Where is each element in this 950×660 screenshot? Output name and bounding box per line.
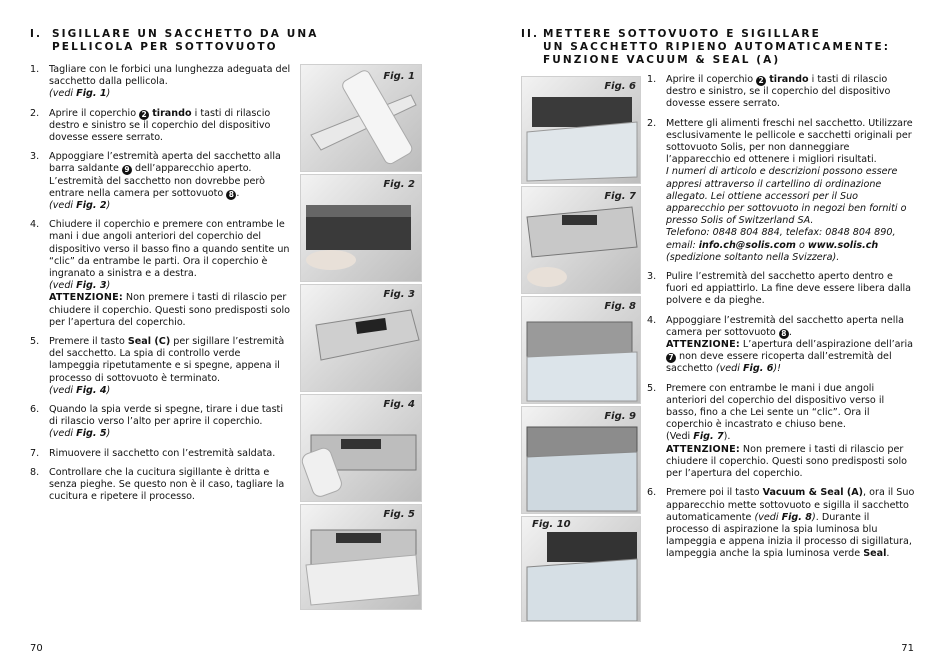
list-item: 2. Aprire il coperchio 2 tirando i tasti di rilascio destro e sinistro se il coperchio del dispositivo dovesse essere serrato. [30,107,271,144]
list-item: 4. Chiudere il coperchio e premere con entrambe le mani i due angoli anteriori del coperchio del dispositivo verso il basso fino a quando sentite un “clic” da entrambe le parti. Ora il coperchio è ingranato a sinistra e a destra. (vedi Fig. 3) ATTENZIONE: Non premere i tasti di rilascio per chiudere il coperchio. Questi sono predisposti solo per l’apertura del coperchio. [30,219,291,328]
figure-caption: Fig. 5 [383,509,415,520]
figure-photo [300,174,422,282]
figure-caption: Fig. 4 [383,399,415,410]
badge-2: 2 [139,110,149,120]
list-item: 1. Aprire il coperchio 2 tirando i tasti di rilascio destro e sinistro, se il coperchio del dispositivo dovesse essere serrato. [647,74,891,110]
right-page [475,0,950,660]
instruction-list-left [30,64,292,511]
list-item: 5. Premere con entrambe le mani i due angoli anteriori del coperchio del dispositivo verso il basso, fino a che Lei sente un “clic”. Ora il coperchio è incastrato e chiuso bene. (Vedi Fig. 7). ATTENZIONE: Non premere i tasti di rilascio per chiudere il coperchio. Questi sono predisposti solo per l’apertura del coperchio. [647,382,908,480]
figure-caption: Fig. 6 [604,81,636,92]
figure-photo [521,186,641,294]
figure-photo [300,394,422,502]
figure-caption: Fig. 1 [383,71,415,82]
figure-caption: Fig. 8 [604,301,636,312]
figure-caption: Fig. 10 [532,519,571,530]
figure-photo [300,504,422,610]
figure-photo [521,76,641,184]
figure-caption: Fig. 2 [383,179,415,190]
list-item: 4. Appoggiare l’estremità del sacchetto aperta nella camera per sottovuoto 8 . ATTENZIONE: L’apertura dell’aspirazione dell’aria 7 non deve essere ricoperta dall’estremità del sacchetto (vedi Fig. 6)! [647,314,914,375]
instruction-list-right [647,74,915,568]
figure-photo [300,64,422,172]
page-number: 71 [901,643,914,654]
list-item: 6. Quando la spia verde si spegne, tirare i due tasti di rilascio verso l’alto per aprire il coperchio. (vedi Fig. 5) [30,404,283,440]
list-item: 3. Pulire l’estremità del sacchetto aperto dentro e fuori ed appiattirlo. La fine deve essere libera dalla polvere e da pieghe. [647,271,912,307]
list-item: 2. Mettere gli alimenti freschi nel sacchetto. Utilizzare esclusivamente le pellicole e sacchetti originali per sottovuoto Solis, per non danneggiare l’apparecchio ed ottenere i migliori risultati. I numeri di articolo e descrizioni possono essere appresi attraverso il cartellino di ordinazione allegato. Lei ottiene accessori per il Suo apparecchio per sottovuoto in negozi ben forniti o presso Solis of Switzerland SA. Telefono: 0848 804 884, telefax: 0848 804 890, email: info.ch@solis.com o www.solis.ch (spedizione soltanto nella Svizzera). [647,117,913,263]
figure-caption: Fig. 3 [383,289,415,300]
list-item: 8. Controllare che la cucitura sigillante è dritta e senza pieghe. Se questo non è il caso, tagliare la cucitura e ripetere il processo. [30,466,285,503]
list-item: 3. Appoggiare l’estremità aperta del sacchetto alla barra saldante 9 dell’apparecchio aperto. L’estremità del sacchetto non dovrebbe però entrare nella camera per sottovuoto 8 . (vedi Fig. 2) [30,151,281,212]
figure-photo [521,516,641,622]
list-item: 7. Rimuovere il sacchetto con l’estremità saldata. [30,447,276,459]
page-number: 70 [30,643,43,654]
figure-photo [300,284,422,392]
section-title-i: I. SIGILLARE UN SACCHETTO DA UNA PELLICOLA PER SOTTOVUOTO [30,28,319,53]
list-item: 5. Premere il tasto Seal (C) per sigillare l’estremità del sacchetto. La spia di controllo verde lampeggia ripetutamente e si spegne, appena il processo di sottovuoto è terminato. (vedi Fig. 4) [30,336,285,396]
section-title-ii: II. METTERE SOTTOVUOTO E SIGILLARE UN SACCHETTO RIPIENO AUTOMATICAMENTE: FUNZIONE VACUUM & SEAL (A) [521,28,891,66]
list-item: 6. Premere poi il tasto Vacuum & Seal (A), ora il Suo apparecchio mette sottovuoto e sigilla il sacchetto automaticamente (vedi Fig. 8). Durante il processo di aspirazione la spia luminosa blu lampeggia e appena inizia il processo di sigillatura, lampeggia anche la spia luminosa verde Seal. [647,487,915,560]
figure-caption: Fig. 7 [604,191,636,202]
figure-photo [521,296,641,404]
figure-caption: Fig. 9 [604,411,636,422]
list-item: 1. Tagliare con le forbici una lunghezza adeguata del sacchetto dalla pellicola. (vedi Fig. 1) [30,64,291,100]
figure-photo [521,406,641,514]
